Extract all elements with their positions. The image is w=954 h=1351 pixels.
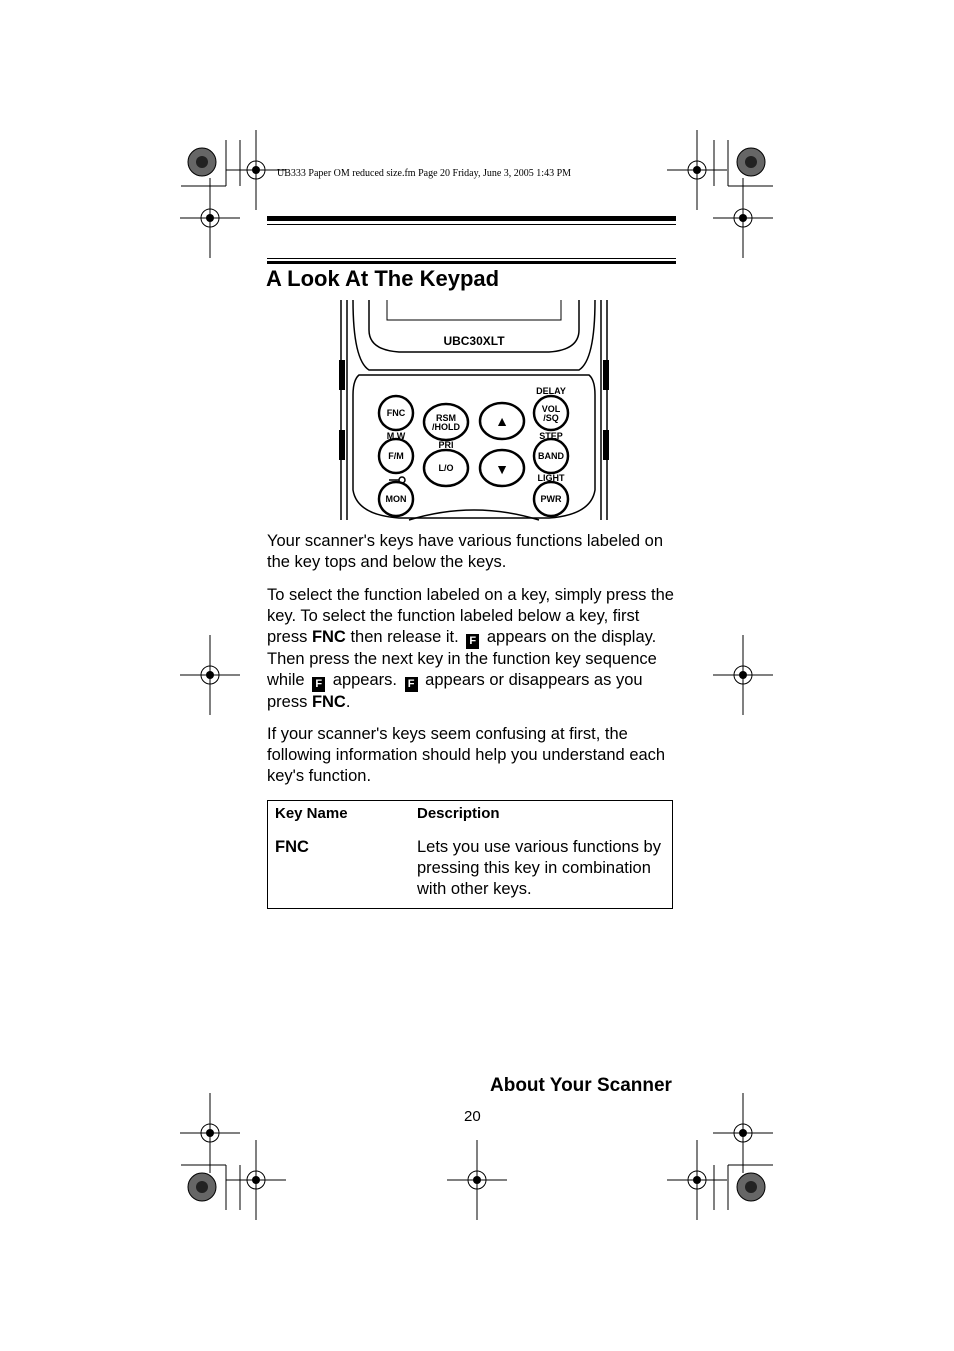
mon-key-label: MON xyxy=(385,494,407,504)
light-label: LIGHT xyxy=(537,473,565,483)
title-thick-rule xyxy=(267,261,676,264)
fnc-key-label: FNC xyxy=(386,408,406,418)
pwr-key-label: PWR xyxy=(540,494,562,504)
title-thin-rule xyxy=(267,258,676,259)
print-header: UB333 Paper OM reduced size.fm Page 20 Friday, June 3, 2005 1:43 PM xyxy=(277,168,572,179)
step-label: STEP xyxy=(539,431,563,441)
page-number: 20 xyxy=(464,1108,481,1125)
fnc-key-name: FNC xyxy=(311,628,346,646)
lo-key-label: L/O xyxy=(438,463,454,473)
f-indicator-icon: F xyxy=(312,677,325,692)
page-title: A Look At The Keypad xyxy=(266,266,500,291)
vol-key-label: VOL xyxy=(541,404,561,414)
fnc-key-name: FNC xyxy=(311,693,346,711)
model-label: UBC30XLT xyxy=(443,334,505,348)
band-key-label: BAND xyxy=(538,451,564,461)
fm-key-label: F/M xyxy=(388,451,404,461)
delay-label: DELAY xyxy=(536,386,566,396)
top-thin-rule xyxy=(267,224,676,225)
keypad-figure xyxy=(339,300,609,520)
down-key-label: ▼ xyxy=(495,461,509,477)
table-row-key: FNC xyxy=(275,838,309,856)
fnc-paragraph: To select the function labeled on a key, simply press the key. To select the function labeled below a key, first press FNC then release it. F appears on the display. Then press the next key in the function key sequence while F appears. F appears or disappears as you press FNC. xyxy=(267,586,674,711)
f-indicator-icon: F xyxy=(405,677,418,692)
pri-label: PRI xyxy=(438,440,454,450)
sq-key-label: /SQ xyxy=(543,413,559,423)
key-name-header: Key Name xyxy=(275,805,348,822)
hold-key-label: /HOLD xyxy=(432,422,460,432)
description-header: Description xyxy=(417,805,500,822)
top-thick-rule xyxy=(267,216,676,221)
section-footer: About Your Scanner xyxy=(490,1075,672,1096)
f-indicator-icon: F xyxy=(466,634,479,649)
intro-paragraph: Your scanner's keys have various functions labeled on the key tops and below the keys. xyxy=(267,532,664,571)
key-table xyxy=(267,800,673,909)
rsm-key-label: RSM xyxy=(436,413,456,423)
up-key-label: ▲ xyxy=(495,413,509,429)
table-row-description: Lets you use various functions by pressing this key in combination with other keys. xyxy=(417,838,661,898)
mw-label: M W xyxy=(386,431,406,441)
confusing-keys-paragraph: If your scanner's keys seem confusing at first, the following information should help you understand each key's function. xyxy=(267,725,666,785)
